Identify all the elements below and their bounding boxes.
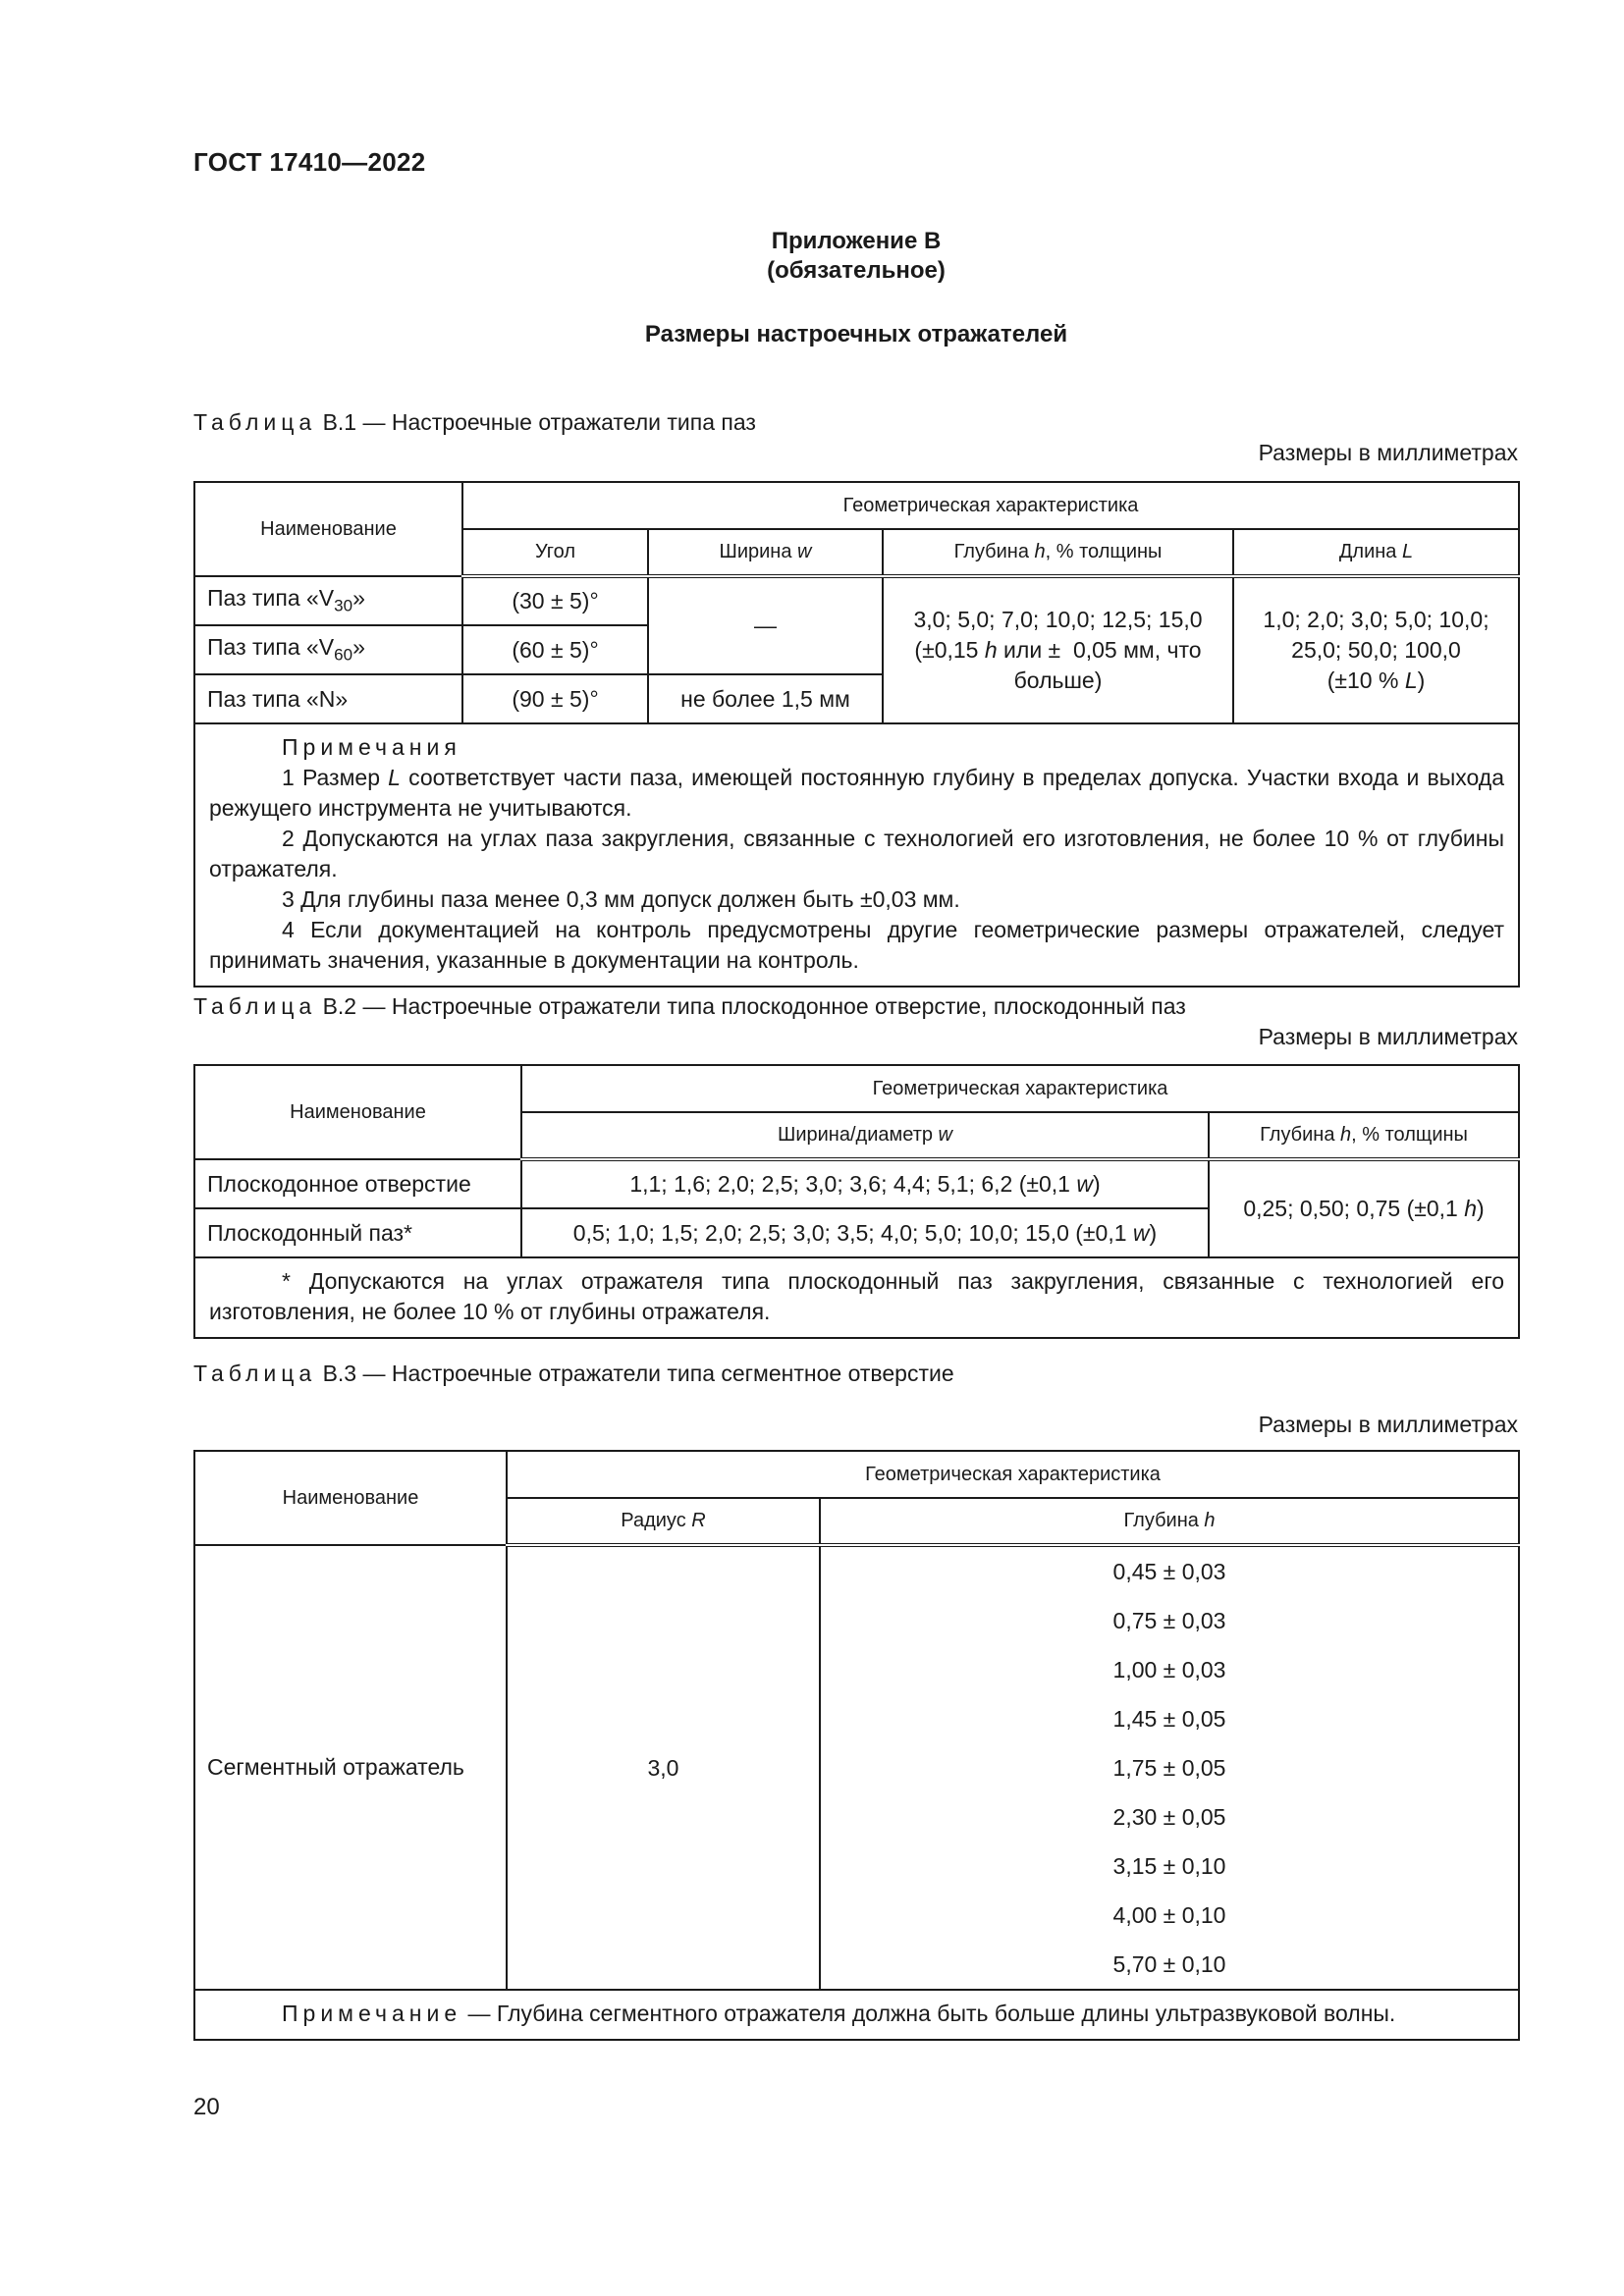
table3-depth-value: 3,15 ± 0,10 (1112, 1853, 1226, 1879)
appendix-title: Приложение В (771, 228, 942, 254)
table3-depth-value: 0,45 ± 0,03 (1112, 1559, 1226, 1584)
table2-sub-depth: Глубина h, % толщины (1209, 1112, 1519, 1159)
table1-row-v30-name: Паз типа «$V_{30}$» (194, 576, 462, 625)
table1-sub-width: Ширина w (648, 529, 883, 576)
table2-caption (193, 993, 1186, 1020)
table3-caption-rest: В.3 — Настроечные отражатели типа сегментное отверстие (322, 1361, 954, 1386)
table3-note-word: Примечание (282, 2001, 462, 2026)
table3-units: Размеры в миллиметрах (1258, 1412, 1518, 1437)
document-code: ГОСТ 17410—2022 (193, 147, 426, 177)
table1-sub-angle: Угол (462, 529, 648, 576)
table3-depth-value: 4,00 ± 0,10 (1112, 1902, 1226, 1928)
table1 (193, 481, 1520, 988)
table2-row-slot-width: 0,5; 1,0; 1,5; 2,0; 2,5; 3,0; 3,5; 4,0; 5,0; 10,0; 15,0 (±0,1 w) (521, 1208, 1209, 1257)
table3-col-group: Геометрическая характеристика (507, 1451, 1519, 1498)
table3-sub-radius: Радиус R (507, 1498, 820, 1545)
table1-note-4: 4 Если документацией на контроль предусмотрены другие геометрические размеры отражателей, следует принимать значения, указанные в документации на контроль. (209, 917, 1505, 973)
table3-depth-value: 5,70 ± 0,10 (1112, 1951, 1226, 1977)
table3-caption-word: Таблица (193, 1361, 317, 1386)
table3-depth-value: 1,45 ± 0,05 (1112, 1706, 1226, 1732)
table1-caption (193, 409, 756, 436)
table2-footnote: * Допускаются на углах отражателя типа плоскодонный паз закругления, связанные с технологией его изготовления, не более 10 % от глубины отражателя. (194, 1257, 1519, 1338)
appendix-heading: Размеры настроечных отражателей (644, 321, 1068, 347)
table1-col-name: Наименование (194, 482, 462, 576)
table2-sub-width: Ширина/диаметр w (521, 1112, 1209, 1159)
table3-depth-value: 0,75 ± 0,03 (1112, 1608, 1226, 1633)
table2-row-slot-name: Плоскодонный паз* (194, 1208, 521, 1257)
table3-depth-value: 2,30 ± 0,05 (1112, 1804, 1226, 1830)
appendix-status: (обязательное) (767, 257, 946, 284)
table1-notes-title: Примечания (282, 734, 461, 760)
table1-note-1: 1 Размер L соответствует части паза, имеющей постоянную глубину в пределах допуска. Участки входа и выхода режущего инструмента не учитываются. (209, 765, 1505, 821)
table1-sub-length: Длина L (1233, 529, 1519, 576)
table1-note-2: 2 Допускаются на углах паза закругления, связанные с технологией его изготовления, не более 10 % от глубины отражателя. (209, 826, 1505, 881)
table2-caption-word: Таблица (193, 993, 317, 1019)
table3-depth-value: 1,75 ± 0,05 (1112, 1755, 1226, 1781)
table3-row-name: Сегментный отражатель (194, 1545, 507, 1990)
page-number: 20 (193, 2094, 220, 2120)
table1-col-group: Геометрическая характеристика (462, 482, 1519, 529)
table1-width-v: — (648, 576, 883, 674)
table1-row-v60-name: Паз типа «$V_{60}$» (194, 625, 462, 674)
table1-row-n-name: Паз типа «N» (194, 674, 462, 723)
table1-length-values: 1,0; 2,0; 3,0; 5,0; 10,0; 25,0; 50,0; 100,0 (±10 % L) (1233, 576, 1519, 723)
table3 (193, 1450, 1520, 2041)
table1-units: Размеры в миллиметрах (1258, 440, 1518, 465)
table1-row-v60-angle: (60 ± 5)° (462, 625, 648, 674)
table2-col-group: Геометрическая характеристика (521, 1065, 1519, 1112)
table3-radius: 3,0 (507, 1545, 820, 1990)
table3-caption (193, 1361, 954, 1387)
table1-caption-word: Таблица (193, 409, 317, 435)
table1-row-n-angle: (90 ± 5)° (462, 674, 648, 723)
table1-caption-rest: В.1 — Настроечные отражатели типа паз (322, 409, 756, 435)
table1-notes (194, 723, 1519, 987)
table2-col-name: Наименование (194, 1065, 521, 1159)
table2-caption-rest: В.2 — Настроечные отражатели типа плоскодонное отверстие, плоскодонный паз (322, 993, 1186, 1019)
table1-sub-depth: Глубина h, % толщины (883, 529, 1233, 576)
table1-row-n-width: не более 1,5 мм (648, 674, 883, 723)
table2-row-hole-width: 1,1; 1,6; 2,0; 2,5; 3,0; 3,6; 4,4; 5,1; 6,2 (±0,1 w) (521, 1159, 1209, 1208)
table3-note (194, 1990, 1519, 2040)
table2-units: Размеры в миллиметрах (1258, 1024, 1518, 1049)
table3-col-name: Наименование (194, 1451, 507, 1545)
table1-row-v30-angle: (30 ± 5)° (462, 576, 648, 625)
table1-depth-values: 3,0; 5,0; 7,0; 10,0; 12,5; 15,0 (±0,15 h или ± 0,05 мм, что больше) (883, 576, 1233, 723)
table2-row-hole-name: Плоскодонное отверстие (194, 1159, 521, 1208)
table3-depth-value: 1,00 ± 0,03 (1112, 1657, 1226, 1682)
table2 (193, 1064, 1520, 1339)
table3-note-text: — Глубина сегментного отражателя должна быть больше длины ультразвуковой волны. (467, 2001, 1396, 2026)
table3-depth-list (820, 1545, 1519, 1990)
table3-sub-depth: Глубина h (820, 1498, 1519, 1545)
table1-note-3: 3 Для глубины паза менее 0,3 мм допуск должен быть ±0,03 мм. (282, 886, 960, 912)
table2-depth-values: 0,25; 0,50; 0,75 (±0,1 h) (1209, 1159, 1519, 1257)
